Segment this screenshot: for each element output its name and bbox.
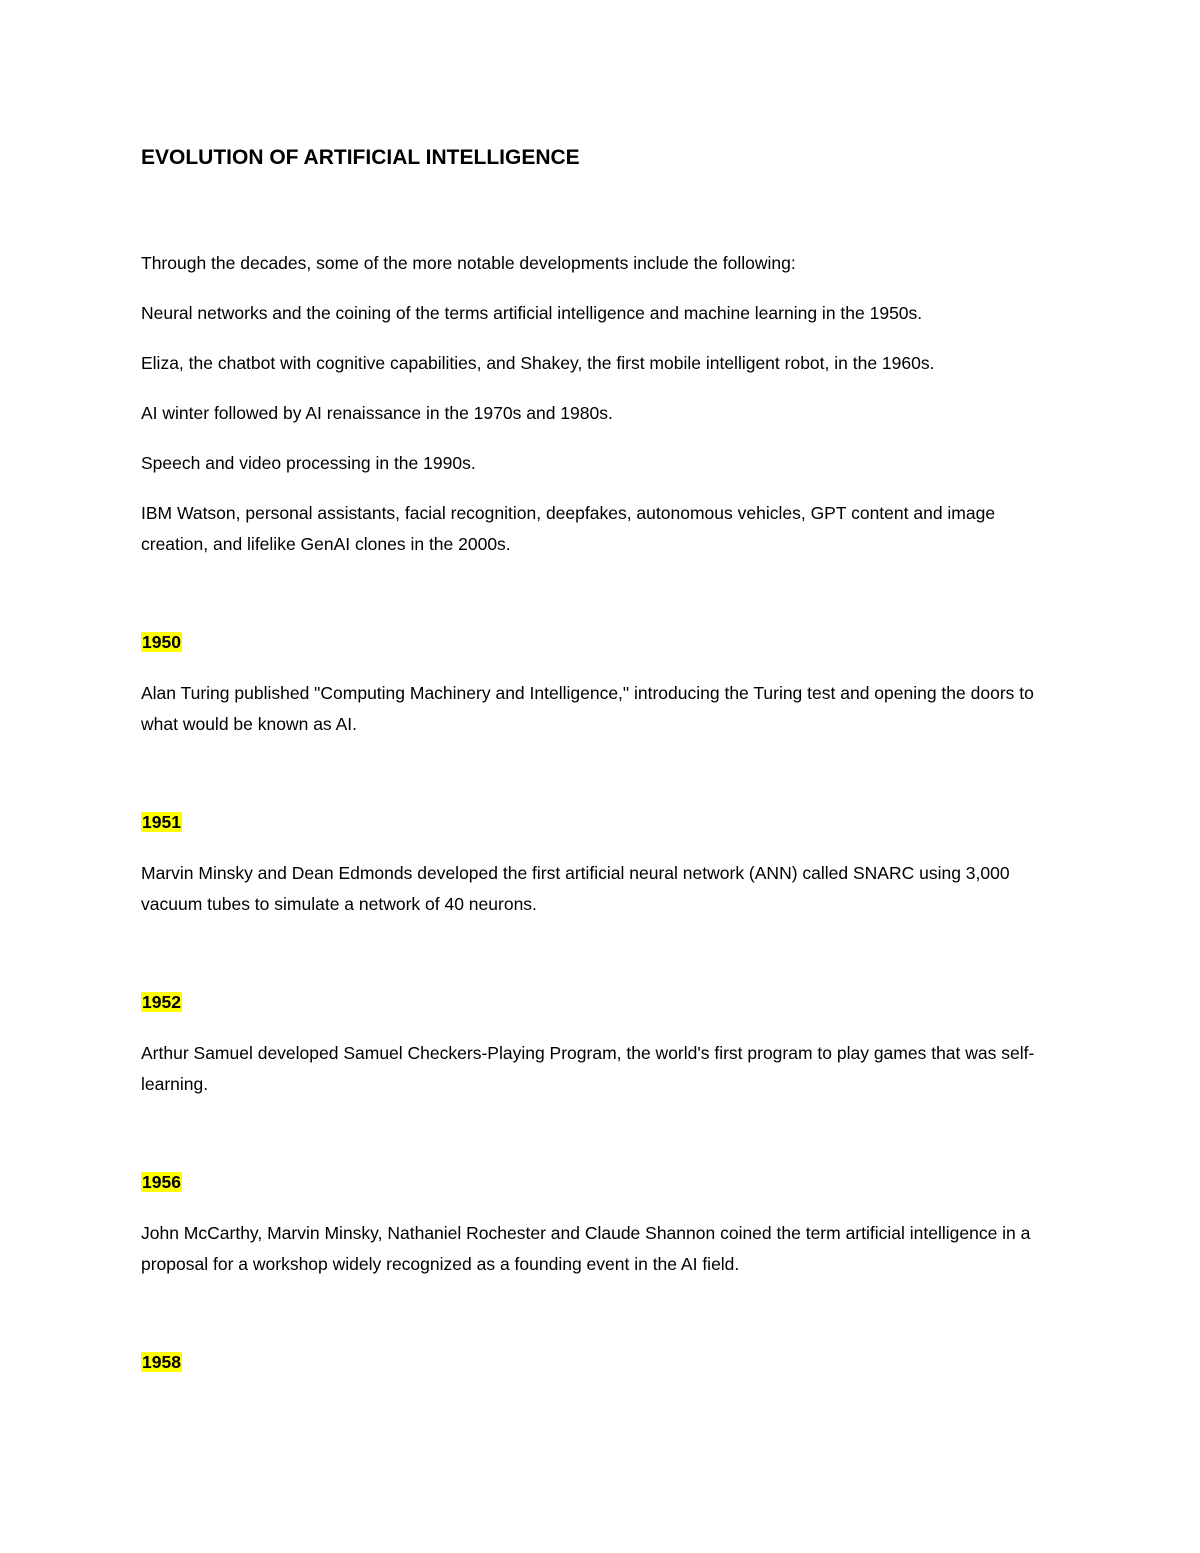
development-item-2000s: IBM Watson, personal assistants, facial recognition, deepfakes, autonomous vehicles, GPT content and image creation, and lifelike GenAI clones in the 2000s. [141, 503, 996, 554]
timeline-text-1956: John McCarthy, Marvin Minsky, Nathaniel Rochester and Claude Shannon coined the term artificial intelligence in a proposal for a workshop widely recognized as a founding event in the AI field. [141, 1223, 1031, 1274]
intro-paragraph: Through the decades, some of the more notable developments include the following: [141, 253, 796, 273]
development-item-1950s: Neural networks and the coining of the terms artificial intelligence and machine learning in the 1950s. [141, 303, 923, 323]
development-item-1990s: Speech and video processing in the 1990s. [141, 453, 476, 473]
year-highlight: 1958 [142, 1352, 181, 1372]
timeline-year-1956 [141, 1170, 182, 1194]
timeline-text-1951: Marvin Minsky and Dean Edmonds developed the first artificial neural network (ANN) called SNARC using 3,000 vacuum tubes to simulate a network of 40 neurons. [141, 863, 1010, 914]
timeline-text-1950: Alan Turing published "Computing Machinery and Intelligence," introducing the Turing test and opening the doors to what would be known as AI. [141, 683, 1034, 734]
year-highlight: 1952 [142, 992, 181, 1012]
development-item-1970s-1980s: AI winter followed by AI renaissance in the 1970s and 1980s. [141, 403, 613, 423]
year-highlight: 1950 [142, 632, 181, 652]
timeline-year-1950 [141, 630, 182, 654]
timeline-year-1951 [141, 810, 182, 834]
timeline-year-1952 [141, 990, 182, 1014]
timeline-year-1958 [141, 1350, 182, 1374]
year-highlight: 1956 [142, 1172, 181, 1192]
timeline-text-1952: Arthur Samuel developed Samuel Checkers-Playing Program, the world's first program to play games that was self-learning. [141, 1043, 1035, 1094]
page-title: EVOLUTION OF ARTIFICIAL INTELLIGENCE [141, 146, 580, 169]
development-item-1960s: Eliza, the chatbot with cognitive capabilities, and Shakey, the first mobile intelligent robot, in the 1960s. [141, 353, 935, 373]
year-highlight: 1951 [142, 812, 181, 832]
